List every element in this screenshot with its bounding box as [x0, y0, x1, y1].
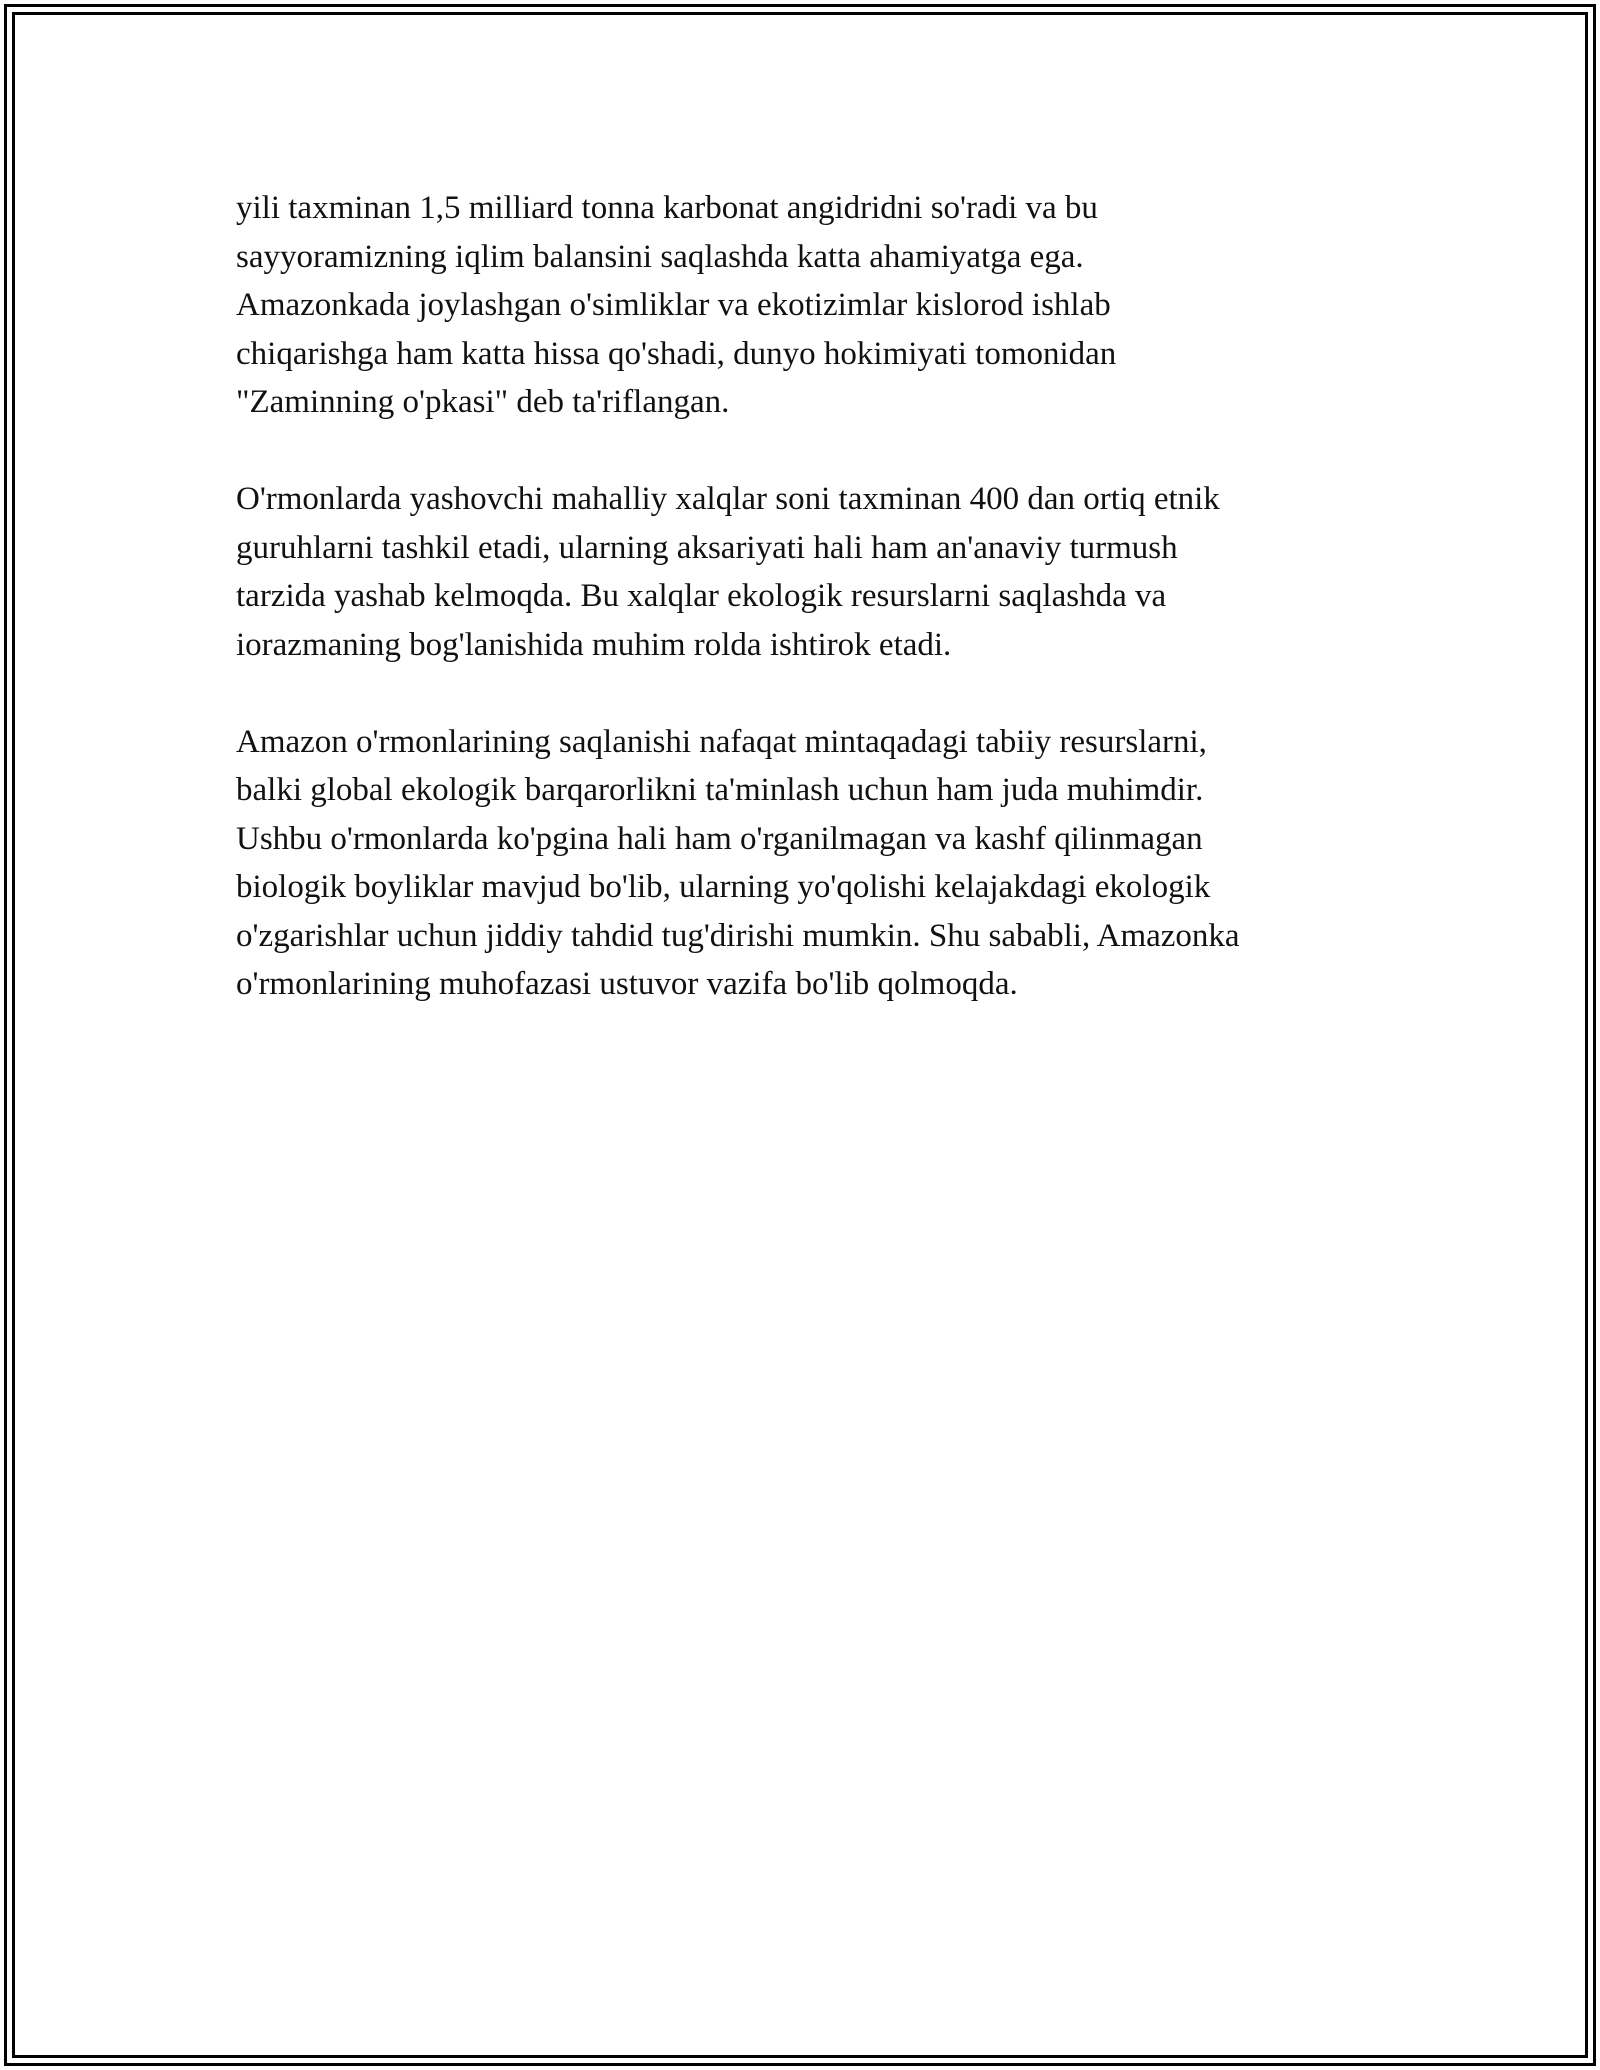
paragraph-co2-absorption: yili taxminan 1,5 milliard tonna karbonat angidridni so'radi va bu sayyoramizning iqlim balansini saqlashda katta ahamiyatga ega. Amazonkada joylashgan o'simliklar va ekotizimlar kislorod ishlab chiqarishga ham katta hissa qo'shadi, dunyo hokimiyati tomonidan "Zaminning o'pkasi" deb ta'riflangan.	[236, 190, 1117, 420]
paragraph-indigenous-peoples: O'rmonlarda yashovchi mahalliy xalqlar soni taxminan 400 dan ortiq etnik guruhlarni tashkil etadi, ularning aksariyati hali ham an'anaviy turmush tarzida yashab kelmoqda. Bu xalqlar ekologik resurslarni saqlashda va iorazmaning bog'lanishida muhim rolda ishtirok etadi.	[236, 481, 1220, 663]
paragraph-forest-preservation: Amazon o'rmonlarining saqlanishi nafaqat mintaqadagi tabiiy resurslarni, balki global ekologik barqarorlikni ta'minlash uchun ham juda muhimdir. Ushbu o'rmonlarda ko'pgina hali ham o'rganilmagan va kashf qilinmagan biologik boyliklar mavjud bo'lib, ularning yo'qolishi kelajakdagi ekologik o'zgarishlar uchun jiddiy tahdid tug'dirishi mumkin. Shu sababli, Amazonka o'rmonlarining muhofazasi ustuvor vazifa bo'lib qolmoqda.	[236, 723, 1240, 1002]
document-body	[236, 184, 1396, 1057]
